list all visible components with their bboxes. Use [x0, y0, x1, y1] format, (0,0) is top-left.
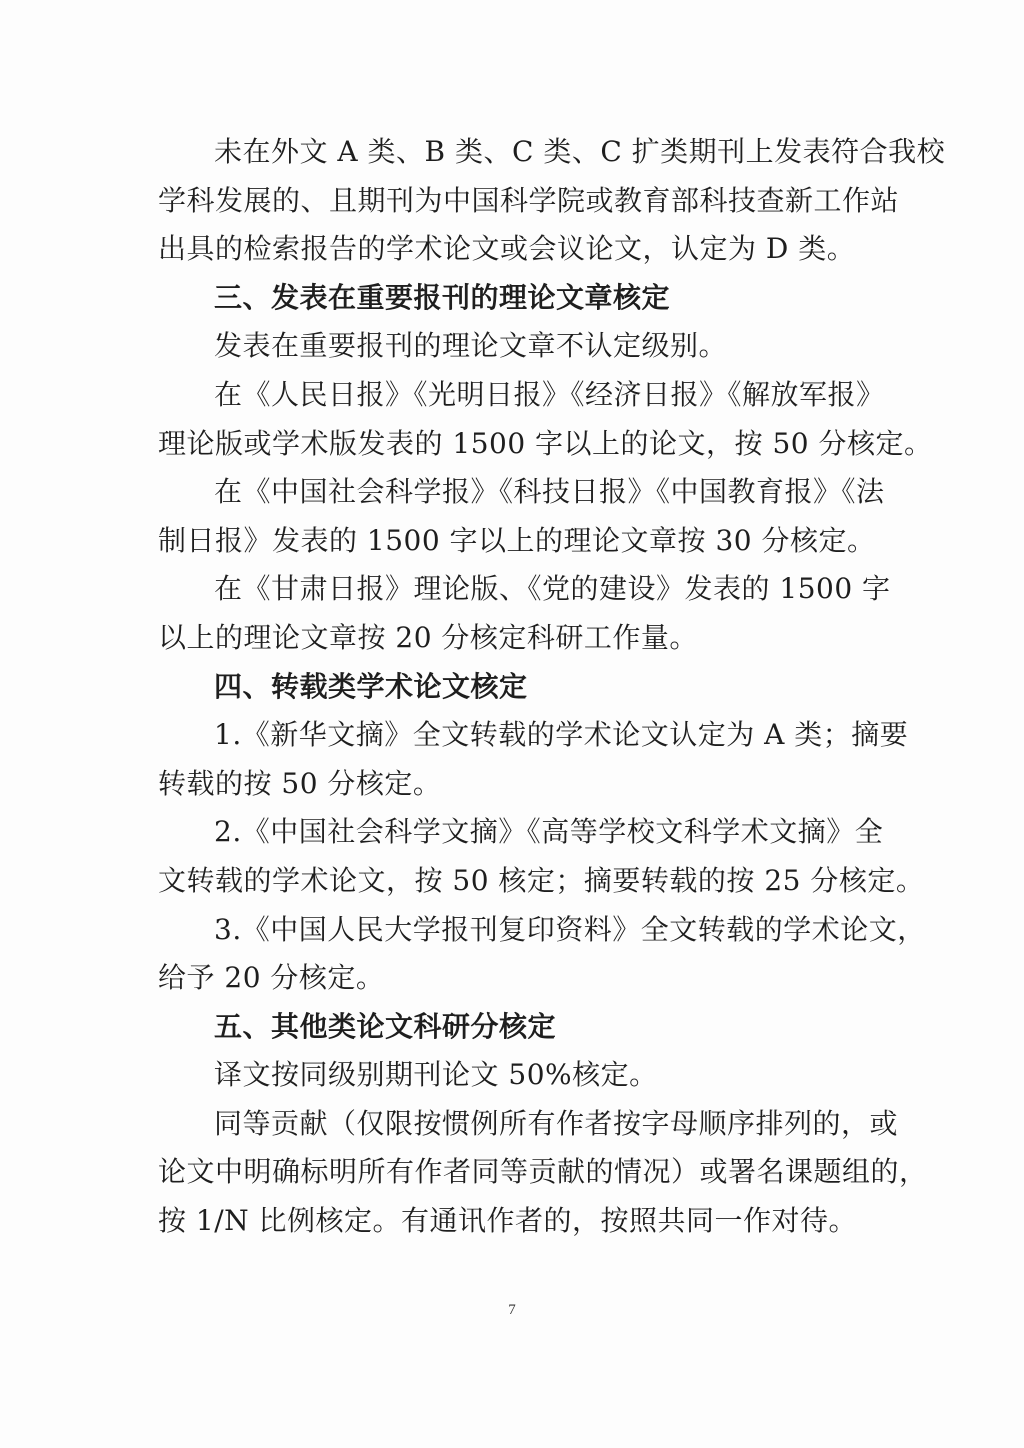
- paragraph-line: 1.《新华文摘》全文转载的学术论文认定为 A 类；摘要: [214, 718, 909, 752]
- paragraph-line: 3.《中国人民大学报刊复印资料》全文转载的学术论文，: [214, 912, 926, 946]
- paragraph-line: 在《甘肃日报》理论版、《党的建设》发表的 1500 字: [214, 572, 891, 606]
- paragraph-line: 出具的检索报告的学术论文或会议论文，认定为 D 类。: [158, 232, 856, 266]
- paragraph-line: 理论版或学术版发表的 1500 字以上的论文，按 50 分核定。: [158, 426, 933, 460]
- paragraph-line: 制日报》发表的 1500 字以上的理论文章按 30 分核定。: [158, 523, 876, 557]
- paragraph-line: 论文中明确标明所有作者同等贡献的情况）或署名课题组的，: [158, 1155, 928, 1189]
- section-heading: 五、其他类论文科研分核定: [214, 1009, 557, 1043]
- document-body: [158, 128, 946, 1246]
- paragraph-line: 文转载的学术论文，按 50 核定；摘要转载的按 25 分核定。: [158, 863, 925, 897]
- section-heading: 四、转载类学术论文核定: [214, 669, 528, 703]
- paragraph-line: 在《中国社会科学报》《科技日报》《中国教育报》《法: [214, 475, 885, 509]
- paragraph-line: 给予 20 分核定。: [158, 961, 385, 995]
- paragraph-line: 转载的按 50 分核定。: [158, 766, 442, 800]
- paragraph-line: 译文按同级别期刊论文 50%核定。: [214, 1058, 658, 1092]
- paragraph-line: 学科发展的、且期刊为中国科学院或教育部科技查新工作站: [158, 183, 900, 217]
- paragraph-line: 未在外文 A 类、B 类、C 类、C 扩类期刊上发表符合我校: [214, 135, 946, 168]
- page-number: 7: [508, 1302, 516, 1318]
- paragraph-line: 发表在重要报刊的理论文章不认定级别。: [214, 329, 728, 363]
- paragraph-line: 2.《中国社会科学文摘》《高等学校文科学术文摘》全: [214, 815, 884, 849]
- paragraph-line: 以上的理论文章按 20 分核定科研工作量。: [158, 620, 698, 654]
- paragraph-line: 同等贡献（仅限按惯例所有作者按字母顺序排列的，或: [214, 1106, 899, 1140]
- paragraph-line: 在《人民日报》《光明日报》《经济日报》《解放军报》: [214, 377, 885, 411]
- section-heading: 三、发表在重要报刊的理论文章核定: [214, 280, 671, 314]
- paragraph-line: 按 1/N 比例核定。有通讯作者的，按照共同一作对待。: [158, 1204, 858, 1238]
